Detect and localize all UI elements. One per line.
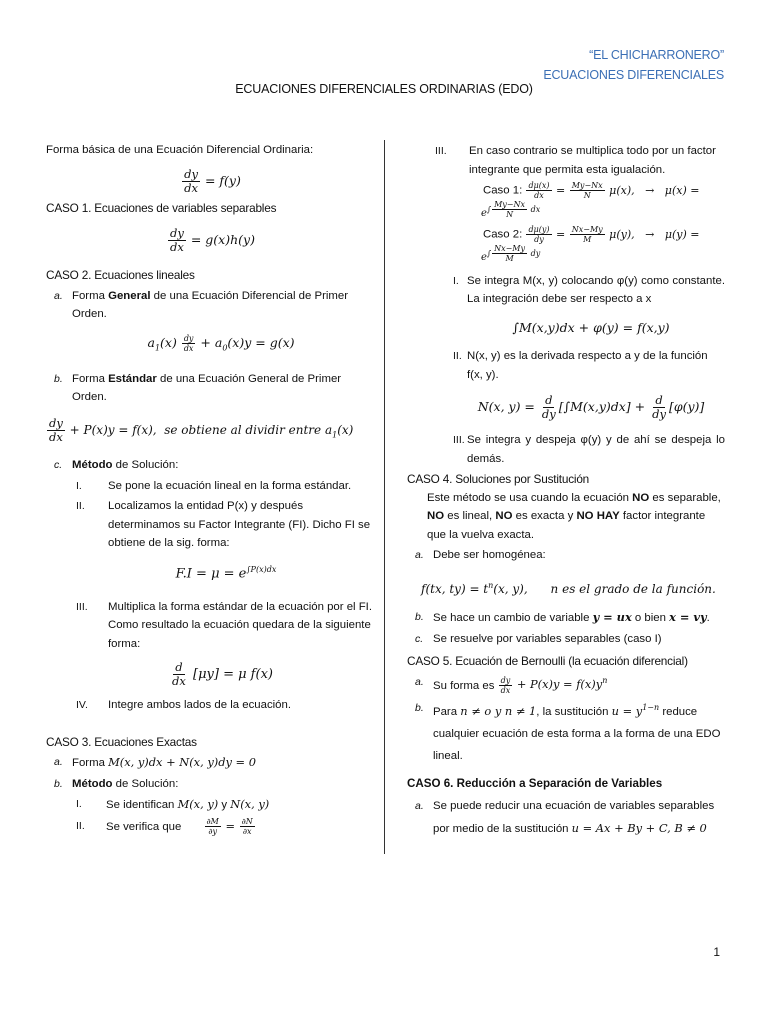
case2-step-IV: IV. Integre ambos lados de la ecuación. bbox=[76, 699, 292, 712]
case2-item-a: a. Forma General de una Ecuación Diferencial de Primer Orden. bbox=[54, 289, 349, 320]
basic-ode-formula: $\frac{dy}{dx}$ = f(y) bbox=[184, 166, 241, 195]
case4-item-b: b. Se hace un cambio de variable y = ux o bien x = vy. bbox=[415, 610, 710, 625]
case5-item-a: a. Su forma es $\frac{dy}{dx}$ + $P(x)y = f(x)y^n$ bbox=[415, 675, 608, 695]
case3-item-b: b. Método de Solución: bbox=[54, 777, 179, 790]
column-divider bbox=[384, 140, 385, 854]
case4-item-c: c. Se resuelve por variables separables (caso I) bbox=[415, 632, 662, 645]
left-column bbox=[46, 140, 376, 838]
right-column bbox=[407, 140, 725, 842]
homogeneous-formula: f(tx, $ty) = t^n(x$, y), n es el grado de la función. bbox=[421, 580, 716, 596]
case1-formula: $\frac{dy}{dx}$ = g(x)h(y) bbox=[170, 226, 255, 254]
case2-step-II: II. Localizamos la entidad P(x) y después determinamos su Factor Integrante (FI). Dicho FI se obtiene de la sig. forma: bbox=[76, 500, 371, 550]
case4-title: CASO 4. Soluciones por Sustitución bbox=[407, 472, 590, 487]
case5-title: CASO 5. Ecuación de Bernoulli (la ecuación diferencial) bbox=[407, 654, 688, 669]
exact-step-I: I. Se integra M(x, y) colocando φ(y) como constante. La integración debe ser respecto a x bbox=[453, 274, 725, 306]
exact-derivative-formula: N(x, y) = $\frac{d}{dy}$ [∫M(x,y)dx] + $\frac{d}{dy}$ [φ(y)] bbox=[477, 393, 705, 422]
case2-step-I: I. Se pone la ecuación lineal en la forma estándar. bbox=[76, 479, 352, 492]
caso2-factor: Caso 2: $\frac{d\mu(y)}{dy}$ = $\frac{Nx-My}{M}$ μ(y), → μ(y) = bbox=[483, 225, 700, 245]
integrating-factor-formula: $F.I = \mu = e^{\int P(x)dx}$ bbox=[175, 564, 277, 582]
caso1-factor: Caso 1: $\frac{d\mu(x)}{dx}$ = $\frac{My-Nx}{N}$ μ(x), → μ(x) = bbox=[483, 181, 700, 200]
case2-item-b: b. Forma Estándar de una Ecuación General de Primer Orden. bbox=[54, 372, 342, 403]
case2-general-formula: $a_1(x)$ $\frac{dy}{dx}$ + $a_0(x)y = g(x)$ bbox=[147, 333, 295, 353]
exact-step-III: III. Se integra y despeja φ(y) y de ahí se despeja lo demás. bbox=[453, 434, 725, 465]
document-title: ECUACIONES DIFERENCIALES ORDINARIAS (EDO) bbox=[235, 82, 533, 96]
exact-integral-formula: ∫M(x,y)dx + φ(y) = f(x,y) bbox=[512, 319, 670, 335]
case3-title: CASO 3. Ecuaciones Exactas bbox=[46, 734, 197, 749]
case3-item-a: a. Forma M(x, y)dx + N(x, y)dy = 0 bbox=[54, 755, 256, 770]
case2-step-III: III. Multiplica la forma estándar de la ecuación por el FI. Como resultado la ecuación quedara de la siguiente forma: bbox=[76, 600, 373, 650]
case2-standard-formula: $\frac{dy}{dx}$ + P(x)y = f(x), se obtiene al dividir entre $a_1(x)$ bbox=[49, 415, 354, 444]
case4-item-a: a. Debe ser homogénea: bbox=[415, 549, 546, 562]
case3-step-I: I. Se identifican M(x, y) y N(x, y) bbox=[76, 797, 270, 812]
case3-step-II: II. Se verifica que $\frac{\partial M}{\partial y}$ = $\frac{\partial N}{\partial x}$ bbox=[76, 817, 253, 837]
header-subject: ECUACIONES DIFERENCIALES bbox=[543, 68, 724, 82]
page-header bbox=[543, 45, 724, 85]
case6-title: CASO 6. Reducción a Separación de Variables bbox=[407, 776, 663, 790]
caso1-exp: $e^{\int \frac{My-Nx}{N} dx}$ bbox=[481, 200, 541, 219]
case6-item-a: a. Se puede reducir una ecuación de variables separables por medio de la sustitución u = Ax + By + C, B ≠ 0 bbox=[415, 800, 715, 836]
caso2-exp: $e^{\int \frac{Nx-My}{M} dy}$ bbox=[481, 244, 541, 264]
header-author: “EL CHICHARRONERO” bbox=[589, 48, 724, 62]
case2-item-c: c. Método de Solución: bbox=[54, 459, 179, 472]
case2-title: CASO 2. Ecuaciones lineales bbox=[46, 268, 195, 282]
case3-step-III: III. En caso contrario se multiplica todo por un factor integrante que permita esta igualación. bbox=[435, 145, 716, 176]
case2-result-formula: $\frac{d}{dx}$ [μy] = μ f(x) bbox=[172, 660, 273, 689]
case4-intro: Este método se usa cuando la ecuación NO es separable, NO es lineal, NO es exacta y NO HAY factor integrante que la vuelva exacta. bbox=[427, 491, 721, 541]
exact-step-II: II. N(x, y) es la derivada respecto a y de la función f(x, y). bbox=[453, 350, 708, 381]
intro-text: Forma básica de una Ecuación Diferencial Ordinaria: bbox=[46, 144, 314, 156]
case1-title: CASO 1. Ecuaciones de variables separables bbox=[46, 200, 277, 215]
case5-item-b: b. Para n ≠ o y n ≠ 1, la sustitución $u = y^{1-n}$ reduce cualquier ecuación de esta forma a la forma de una EDO lineal. bbox=[415, 701, 721, 762]
page-number: 1 bbox=[713, 945, 720, 959]
